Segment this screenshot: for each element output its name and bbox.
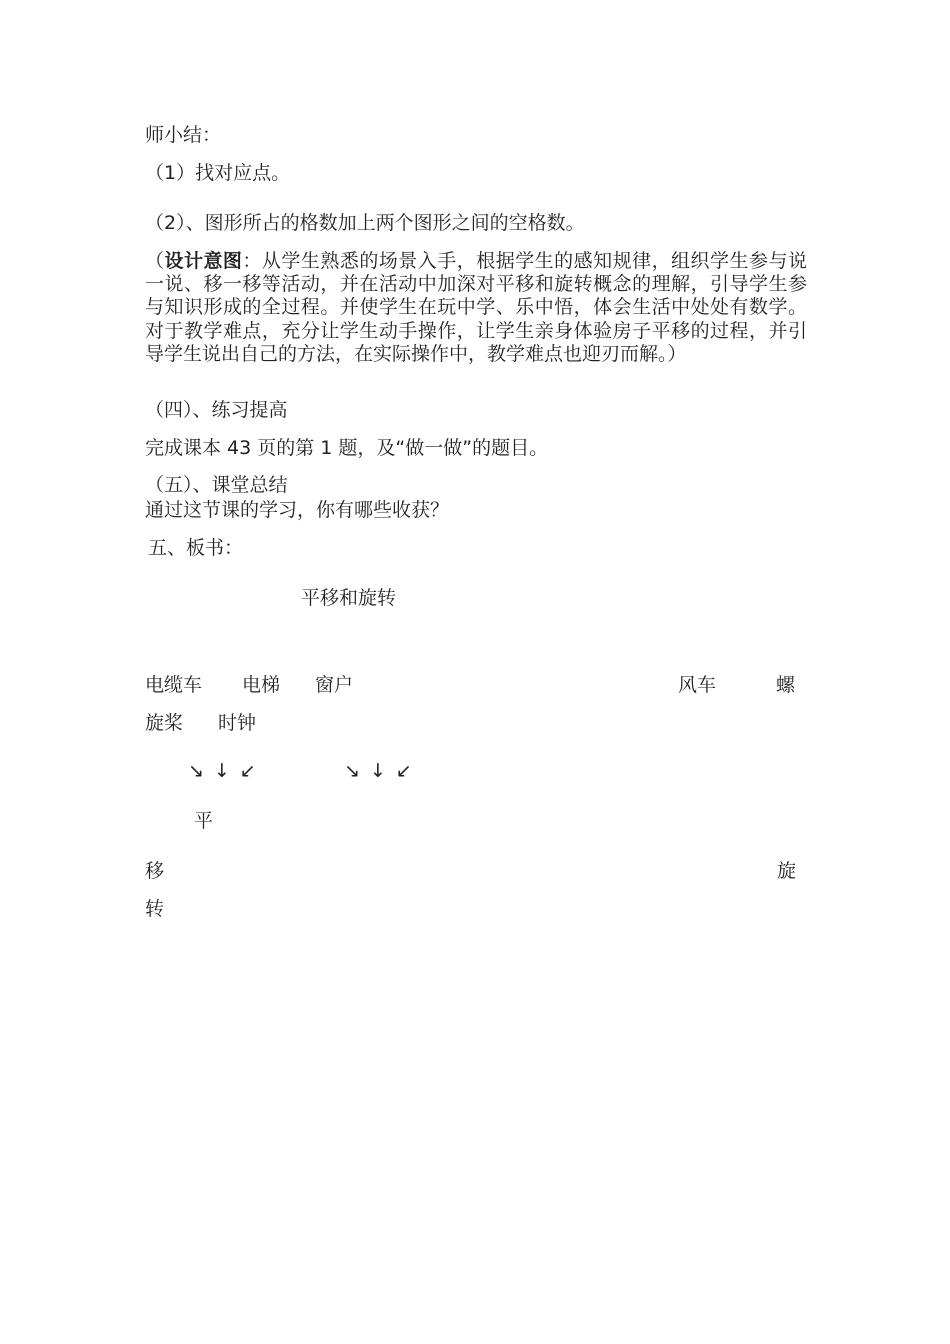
board-right-item-propeller-start: 螺 [776, 674, 796, 696]
summary-heading: 师小结： [145, 124, 222, 146]
board-rotate-char-1: 旋 [777, 860, 797, 882]
board-left-item-elevator: 电梯 [242, 674, 281, 696]
design-intent-body: ：从学生熟悉的场景入手，根据学生的感知规律，组织学生参与说一说、移一移等活动，并在活动中加深对平移和旋转概念的理解，引导学生参与知识形成的全过程。并使学生在玩中学、乐中悟，体会生活中处处有数学。对于教学难点，充分让学生动手操作，让学生亲身体验房子平移的过程，并引导学生说出自己的方法，在实际操作中，教学难点也迎刃而解。） [145, 250, 807, 365]
board-arrows-right: ↘ ↓ ↙ [344, 760, 414, 782]
board-title: 平移和旋转 [301, 587, 397, 609]
summary-point-1: （1）找对应点。 [145, 162, 291, 184]
board-translate-char-1: 平 [194, 810, 214, 832]
board-right-item-clock: 时钟 [218, 712, 257, 734]
class-summary-text: 通过这节课的学习，你有哪些收获？ [145, 499, 450, 521]
board-heading: 五、板书： [148, 537, 244, 559]
class-summary-heading: （五）、课堂总结 [145, 474, 288, 496]
design-intent-open-paren: （ [145, 250, 165, 272]
practice-text: 完成课本 43 页的第 1 题，及“做一做”的题目。 [145, 437, 549, 459]
board-translate-char-2: 移 [145, 860, 165, 882]
board-left-item-window: 窗户 [315, 674, 354, 696]
practice-heading: （四）、练习提高 [145, 399, 288, 421]
board-left-item-cable-car: 电缆车 [145, 674, 203, 696]
board-right-item-propeller-end: 旋桨 [145, 712, 184, 734]
board-arrows-left: ↘ ↓ ↙ [188, 760, 258, 782]
board-right-item-windmill: 风车 [678, 674, 717, 696]
board-rotate-char-2: 转 [145, 898, 165, 920]
summary-point-2: （2）、图形所占的格数加上两个图形之间的空格数。 [145, 212, 585, 234]
design-intent-paragraph [145, 250, 807, 366]
design-intent-label: 设计意图 [164, 250, 243, 272]
